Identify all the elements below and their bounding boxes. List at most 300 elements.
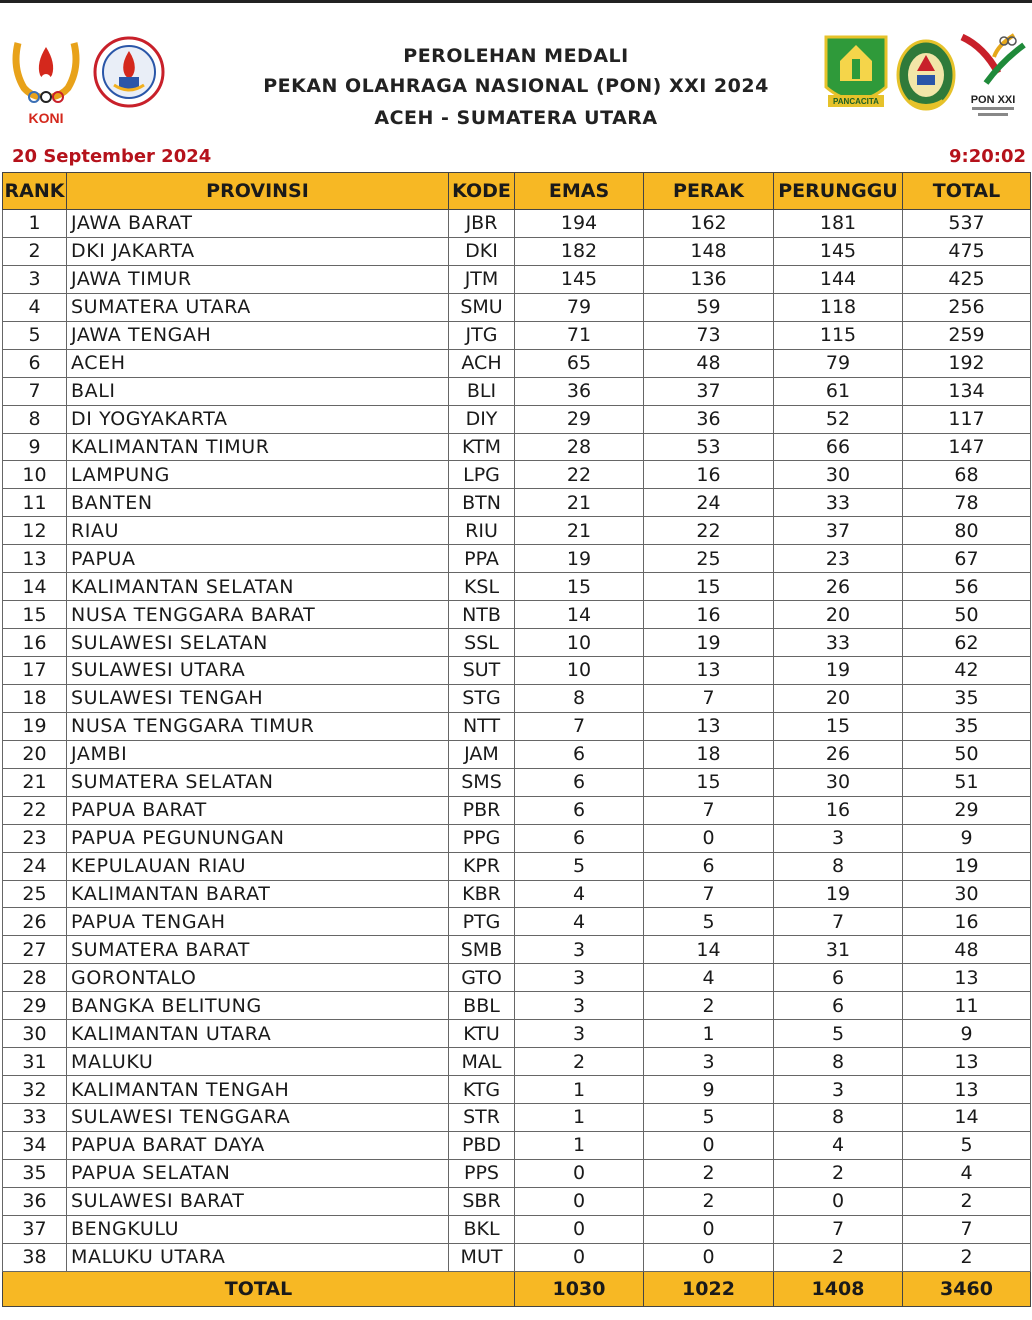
- provinsi-cell: BANTEN: [67, 489, 449, 517]
- provinsi-cell: PAPUA BARAT DAYA: [67, 1131, 449, 1159]
- rank-cell: 9: [3, 433, 67, 461]
- kode-cell: JBR: [449, 210, 515, 238]
- perak-cell: 162: [644, 210, 774, 238]
- perunggu-cell: 20: [774, 684, 903, 712]
- perak-cell: 53: [644, 433, 774, 461]
- total-perak: 1022: [644, 1271, 774, 1306]
- total-cell: 35: [903, 684, 1031, 712]
- rank-cell: 8: [3, 405, 67, 433]
- perunggu-cell: 8: [774, 1048, 903, 1076]
- perak-cell: 14: [644, 936, 774, 964]
- page-header: [0, 3, 1032, 143]
- table-row: [3, 1131, 1031, 1159]
- perak-cell: 2: [644, 1159, 774, 1187]
- table-row: [3, 1020, 1031, 1048]
- provinsi-cell: SUMATERA UTARA: [67, 293, 449, 321]
- perunggu-cell: 19: [774, 880, 903, 908]
- col-header-emas: EMAS: [515, 173, 644, 210]
- rank-cell: 1: [3, 210, 67, 238]
- provinsi-cell: LAMPUNG: [67, 461, 449, 489]
- perak-cell: 73: [644, 321, 774, 349]
- provinsi-cell: PAPUA PEGUNUNGAN: [67, 824, 449, 852]
- rank-cell: 17: [3, 657, 67, 685]
- svg-text:PANCACITA: PANCACITA: [833, 97, 879, 106]
- table-row: [3, 1187, 1031, 1215]
- kode-cell: NTT: [449, 712, 515, 740]
- provinsi-cell: JAMBI: [67, 740, 449, 768]
- kode-cell: KBR: [449, 880, 515, 908]
- provinsi-cell: SULAWESI SELATAN: [67, 629, 449, 657]
- title-line-3: ACEH - SUMATERA UTARA: [374, 107, 658, 129]
- rank-cell: 31: [3, 1048, 67, 1076]
- emas-cell: 3: [515, 936, 644, 964]
- perunggu-cell: 118: [774, 293, 903, 321]
- rank-cell: 16: [3, 629, 67, 657]
- perak-cell: 19: [644, 629, 774, 657]
- total-cell: 51: [903, 768, 1031, 796]
- perak-cell: 0: [644, 1131, 774, 1159]
- perunggu-cell: 33: [774, 489, 903, 517]
- kode-cell: PBD: [449, 1131, 515, 1159]
- provinsi-cell: SULAWESI UTARA: [67, 657, 449, 685]
- total-cell: 11: [903, 992, 1031, 1020]
- total-cell: 2: [903, 1187, 1031, 1215]
- perunggu-cell: 15: [774, 712, 903, 740]
- perak-cell: 2: [644, 992, 774, 1020]
- kode-cell: JTM: [449, 265, 515, 293]
- perunggu-cell: 6: [774, 992, 903, 1020]
- perunggu-cell: 144: [774, 265, 903, 293]
- perunggu-cell: 79: [774, 349, 903, 377]
- table-row: [3, 1243, 1031, 1271]
- rank-cell: 14: [3, 573, 67, 601]
- perak-cell: 15: [644, 768, 774, 796]
- emas-cell: 4: [515, 908, 644, 936]
- kode-cell: BTN: [449, 489, 515, 517]
- rank-cell: 24: [3, 852, 67, 880]
- emas-cell: 194: [515, 210, 644, 238]
- perunggu-cell: 16: [774, 796, 903, 824]
- table-row: [3, 880, 1031, 908]
- kode-cell: NTB: [449, 601, 515, 629]
- table-row: [3, 768, 1031, 796]
- col-header-perak: PERAK: [644, 173, 774, 210]
- total-perunggu: 1408: [774, 1271, 903, 1306]
- total-cell: 80: [903, 517, 1031, 545]
- rank-cell: 33: [3, 1104, 67, 1132]
- total-cell: 134: [903, 377, 1031, 405]
- total-cell: 475: [903, 237, 1031, 265]
- rank-cell: 27: [3, 936, 67, 964]
- kode-cell: SMS: [449, 768, 515, 796]
- total-cell: 4: [903, 1159, 1031, 1187]
- table-row: [3, 629, 1031, 657]
- table-row: [3, 237, 1031, 265]
- pon-xxi-logo: [958, 27, 1028, 125]
- rank-cell: 20: [3, 740, 67, 768]
- emas-cell: 3: [515, 1020, 644, 1048]
- perunggu-cell: 37: [774, 517, 903, 545]
- total-cell: 13: [903, 1076, 1031, 1104]
- perak-cell: 48: [644, 349, 774, 377]
- emas-cell: 1: [515, 1104, 644, 1132]
- emas-cell: 6: [515, 824, 644, 852]
- emas-cell: 6: [515, 740, 644, 768]
- provinsi-cell: NUSA TENGGARA BARAT: [67, 601, 449, 629]
- table-row: [3, 796, 1031, 824]
- total-cell: 425: [903, 265, 1031, 293]
- table-row: [3, 712, 1031, 740]
- perak-cell: 18: [644, 740, 774, 768]
- total-cell: 14: [903, 1104, 1031, 1132]
- table-row: [3, 517, 1031, 545]
- table-row: [3, 1215, 1031, 1243]
- perak-cell: 3: [644, 1048, 774, 1076]
- kode-cell: KPR: [449, 852, 515, 880]
- perak-cell: 4: [644, 964, 774, 992]
- kode-cell: STR: [449, 1104, 515, 1132]
- total-cell: 78: [903, 489, 1031, 517]
- table-row: [3, 321, 1031, 349]
- provinsi-cell: BALI: [67, 377, 449, 405]
- table-row: [3, 601, 1031, 629]
- total-label: TOTAL: [3, 1271, 515, 1306]
- provinsi-cell: PAPUA TENGAH: [67, 908, 449, 936]
- rank-cell: 5: [3, 321, 67, 349]
- table-row: [3, 908, 1031, 936]
- rank-cell: 21: [3, 768, 67, 796]
- perunggu-cell: 2: [774, 1159, 903, 1187]
- total-cell: 9: [903, 824, 1031, 852]
- perunggu-cell: 30: [774, 768, 903, 796]
- perunggu-cell: 33: [774, 629, 903, 657]
- total-cell: 62: [903, 629, 1031, 657]
- table-row: [3, 377, 1031, 405]
- emas-cell: 6: [515, 796, 644, 824]
- perak-cell: 37: [644, 377, 774, 405]
- perunggu-cell: 7: [774, 908, 903, 936]
- perak-cell: 0: [644, 1215, 774, 1243]
- table-row: [3, 824, 1031, 852]
- table-row: [3, 992, 1031, 1020]
- rank-cell: 2: [3, 237, 67, 265]
- total-cell: 16: [903, 908, 1031, 936]
- provinsi-cell: ACEH: [67, 349, 449, 377]
- kode-cell: KSL: [449, 573, 515, 601]
- table-row: [3, 852, 1031, 880]
- emas-cell: 10: [515, 629, 644, 657]
- total-cell: 35: [903, 712, 1031, 740]
- perunggu-cell: 26: [774, 740, 903, 768]
- table-header-row: [3, 173, 1031, 210]
- rank-cell: 18: [3, 684, 67, 712]
- provinsi-cell: DI YOGYAKARTA: [67, 405, 449, 433]
- rank-cell: 6: [3, 349, 67, 377]
- rank-cell: 32: [3, 1076, 67, 1104]
- col-header-rank: RANK: [3, 173, 67, 210]
- table-row: [3, 349, 1031, 377]
- provinsi-cell: SULAWESI TENGAH: [67, 684, 449, 712]
- provinsi-cell: SUMATERA BARAT: [67, 936, 449, 964]
- provinsi-cell: NUSA TENGGARA TIMUR: [67, 712, 449, 740]
- kode-cell: STG: [449, 684, 515, 712]
- emas-cell: 145: [515, 265, 644, 293]
- emas-cell: 4: [515, 880, 644, 908]
- rank-cell: 26: [3, 908, 67, 936]
- kode-cell: DIY: [449, 405, 515, 433]
- table-row: [3, 210, 1031, 238]
- total-cell: 50: [903, 740, 1031, 768]
- provinsi-cell: SULAWESI TENGGARA: [67, 1104, 449, 1132]
- provinsi-cell: MALUKU: [67, 1048, 449, 1076]
- total-cell: 537: [903, 210, 1031, 238]
- perak-cell: 16: [644, 461, 774, 489]
- perunggu-cell: 61: [774, 377, 903, 405]
- provinsi-cell: KALIMANTAN SELATAN: [67, 573, 449, 601]
- emas-cell: 0: [515, 1187, 644, 1215]
- perak-cell: 7: [644, 796, 774, 824]
- total-cell: 117: [903, 405, 1031, 433]
- provinsi-cell: KALIMANTAN UTARA: [67, 1020, 449, 1048]
- perak-cell: 148: [644, 237, 774, 265]
- emas-cell: 2: [515, 1048, 644, 1076]
- emas-cell: 1: [515, 1131, 644, 1159]
- perak-cell: 36: [644, 405, 774, 433]
- perunggu-cell: 19: [774, 657, 903, 685]
- perak-cell: 2: [644, 1187, 774, 1215]
- perak-cell: 0: [644, 824, 774, 852]
- total-cell: 68: [903, 461, 1031, 489]
- kode-cell: SBR: [449, 1187, 515, 1215]
- svg-text:PON XXI: PON XXI: [970, 94, 1016, 106]
- provinsi-cell: PAPUA SELATAN: [67, 1159, 449, 1187]
- table-row: [3, 461, 1031, 489]
- provinsi-cell: BANGKA BELITUNG: [67, 992, 449, 1020]
- perunggu-cell: 7: [774, 1215, 903, 1243]
- perak-cell: 5: [644, 908, 774, 936]
- title-line-2: PEKAN OLAHRAGA NASIONAL (PON) XXI 2024: [263, 75, 769, 97]
- emas-cell: 65: [515, 349, 644, 377]
- rank-cell: 19: [3, 712, 67, 740]
- kode-cell: KTM: [449, 433, 515, 461]
- perunggu-cell: 23: [774, 545, 903, 573]
- provinsi-cell: SULAWESI BARAT: [67, 1187, 449, 1215]
- table-row: [3, 573, 1031, 601]
- table-row: [3, 1159, 1031, 1187]
- title-line-1: PEROLEHAN MEDALI: [403, 45, 629, 67]
- perak-cell: 24: [644, 489, 774, 517]
- total-cell: 48: [903, 936, 1031, 964]
- provinsi-cell: SUMATERA SELATAN: [67, 768, 449, 796]
- perunggu-cell: 66: [774, 433, 903, 461]
- sumut-emblem: [895, 31, 957, 115]
- rank-cell: 7: [3, 377, 67, 405]
- perak-cell: 7: [644, 684, 774, 712]
- kode-cell: JAM: [449, 740, 515, 768]
- emas-cell: 14: [515, 601, 644, 629]
- perak-cell: 5: [644, 1104, 774, 1132]
- table-row: [3, 433, 1031, 461]
- col-header-perunggu: PERUNGGU: [774, 173, 903, 210]
- emas-cell: 22: [515, 461, 644, 489]
- provinsi-cell: MALUKU UTARA: [67, 1243, 449, 1271]
- perak-cell: 6: [644, 852, 774, 880]
- total-cell: 19: [903, 852, 1031, 880]
- provinsi-cell: GORONTALO: [67, 964, 449, 992]
- rank-cell: 12: [3, 517, 67, 545]
- emas-cell: 29: [515, 405, 644, 433]
- provinsi-cell: KALIMANTAN TIMUR: [67, 433, 449, 461]
- kemenpora-logo: [92, 35, 166, 109]
- emas-cell: 21: [515, 489, 644, 517]
- perak-cell: 13: [644, 657, 774, 685]
- col-header-provinsi: PROVINSI: [67, 173, 449, 210]
- total-cell: 42: [903, 657, 1031, 685]
- provinsi-cell: KALIMANTAN BARAT: [67, 880, 449, 908]
- perak-cell: 136: [644, 265, 774, 293]
- table-row: [3, 657, 1031, 685]
- rank-cell: 13: [3, 545, 67, 573]
- perunggu-cell: 26: [774, 573, 903, 601]
- kode-cell: MAL: [449, 1048, 515, 1076]
- provinsi-cell: DKI JAKARTA: [67, 237, 449, 265]
- total-row: [3, 1271, 1031, 1306]
- perak-cell: 13: [644, 712, 774, 740]
- rank-cell: 22: [3, 796, 67, 824]
- emas-cell: 3: [515, 992, 644, 1020]
- kode-cell: JTG: [449, 321, 515, 349]
- rank-cell: 4: [3, 293, 67, 321]
- total-cell: 30: [903, 880, 1031, 908]
- perak-cell: 9: [644, 1076, 774, 1104]
- emas-cell: 0: [515, 1159, 644, 1187]
- date-label: 20 September 2024: [12, 146, 212, 167]
- total-cell: 7: [903, 1215, 1031, 1243]
- rank-cell: 36: [3, 1187, 67, 1215]
- rank-cell: 34: [3, 1131, 67, 1159]
- kode-cell: ACH: [449, 349, 515, 377]
- rank-cell: 37: [3, 1215, 67, 1243]
- kode-cell: PPA: [449, 545, 515, 573]
- provinsi-cell: JAWA TIMUR: [67, 265, 449, 293]
- table-row: [3, 489, 1031, 517]
- emas-cell: 6: [515, 768, 644, 796]
- table-row: [3, 293, 1031, 321]
- kode-cell: BLI: [449, 377, 515, 405]
- perunggu-cell: 3: [774, 1076, 903, 1104]
- kode-cell: SUT: [449, 657, 515, 685]
- kode-cell: PPS: [449, 1159, 515, 1187]
- emas-cell: 182: [515, 237, 644, 265]
- table-body: [3, 210, 1031, 1272]
- perunggu-cell: 115: [774, 321, 903, 349]
- kode-cell: SMB: [449, 936, 515, 964]
- emas-cell: 28: [515, 433, 644, 461]
- table-row: [3, 740, 1031, 768]
- emas-cell: 10: [515, 657, 644, 685]
- kode-cell: DKI: [449, 237, 515, 265]
- perunggu-cell: 31: [774, 936, 903, 964]
- perak-cell: 7: [644, 880, 774, 908]
- provinsi-cell: JAWA BARAT: [67, 210, 449, 238]
- table-row: [3, 545, 1031, 573]
- perunggu-cell: 0: [774, 1187, 903, 1215]
- emas-cell: 3: [515, 964, 644, 992]
- aceh-emblem: [820, 29, 892, 115]
- kode-cell: MUT: [449, 1243, 515, 1271]
- emas-cell: 0: [515, 1243, 644, 1271]
- total-cell: 13: [903, 964, 1031, 992]
- table-row: [3, 1076, 1031, 1104]
- rank-cell: 35: [3, 1159, 67, 1187]
- rank-cell: 10: [3, 461, 67, 489]
- emas-cell: 5: [515, 852, 644, 880]
- provinsi-cell: BENGKULU: [67, 1215, 449, 1243]
- perunggu-cell: 2: [774, 1243, 903, 1271]
- total-cell: 50: [903, 601, 1031, 629]
- medal-table: [2, 172, 1031, 1307]
- perunggu-cell: 5: [774, 1020, 903, 1048]
- table-row: [3, 405, 1031, 433]
- kode-cell: GTO: [449, 964, 515, 992]
- perunggu-cell: 145: [774, 237, 903, 265]
- koni-logo: [10, 33, 82, 128]
- total-total: 3460: [903, 1271, 1031, 1306]
- time-label: 9:20:02: [948, 146, 1026, 167]
- kode-cell: BBL: [449, 992, 515, 1020]
- total-cell: 2: [903, 1243, 1031, 1271]
- perak-cell: 16: [644, 601, 774, 629]
- kode-cell: KTG: [449, 1076, 515, 1104]
- table-row: [3, 265, 1031, 293]
- rank-cell: 11: [3, 489, 67, 517]
- emas-cell: 1: [515, 1076, 644, 1104]
- svg-text:KONI: KONI: [28, 110, 64, 126]
- perunggu-cell: 181: [774, 210, 903, 238]
- table-row: [3, 1104, 1031, 1132]
- kode-cell: LPG: [449, 461, 515, 489]
- perak-cell: 0: [644, 1243, 774, 1271]
- perak-cell: 25: [644, 545, 774, 573]
- total-cell: 9: [903, 1020, 1031, 1048]
- total-cell: 192: [903, 349, 1031, 377]
- total-cell: 147: [903, 433, 1031, 461]
- perunggu-cell: 52: [774, 405, 903, 433]
- perunggu-cell: 30: [774, 461, 903, 489]
- emas-cell: 36: [515, 377, 644, 405]
- perunggu-cell: 6: [774, 964, 903, 992]
- table-row: [3, 964, 1031, 992]
- col-header-kode: KODE: [449, 173, 515, 210]
- rank-cell: 23: [3, 824, 67, 852]
- perak-cell: 15: [644, 573, 774, 601]
- emas-cell: 15: [515, 573, 644, 601]
- table-row: [3, 1048, 1031, 1076]
- provinsi-cell: PAPUA BARAT: [67, 796, 449, 824]
- emas-cell: 7: [515, 712, 644, 740]
- perunggu-cell: 8: [774, 852, 903, 880]
- total-cell: 56: [903, 573, 1031, 601]
- perunggu-cell: 3: [774, 824, 903, 852]
- rank-cell: 15: [3, 601, 67, 629]
- provinsi-cell: KALIMANTAN TENGAH: [67, 1076, 449, 1104]
- provinsi-cell: PAPUA: [67, 545, 449, 573]
- total-cell: 5: [903, 1131, 1031, 1159]
- kode-cell: RIU: [449, 517, 515, 545]
- table-row: [3, 684, 1031, 712]
- kode-cell: PBR: [449, 796, 515, 824]
- emas-cell: 8: [515, 684, 644, 712]
